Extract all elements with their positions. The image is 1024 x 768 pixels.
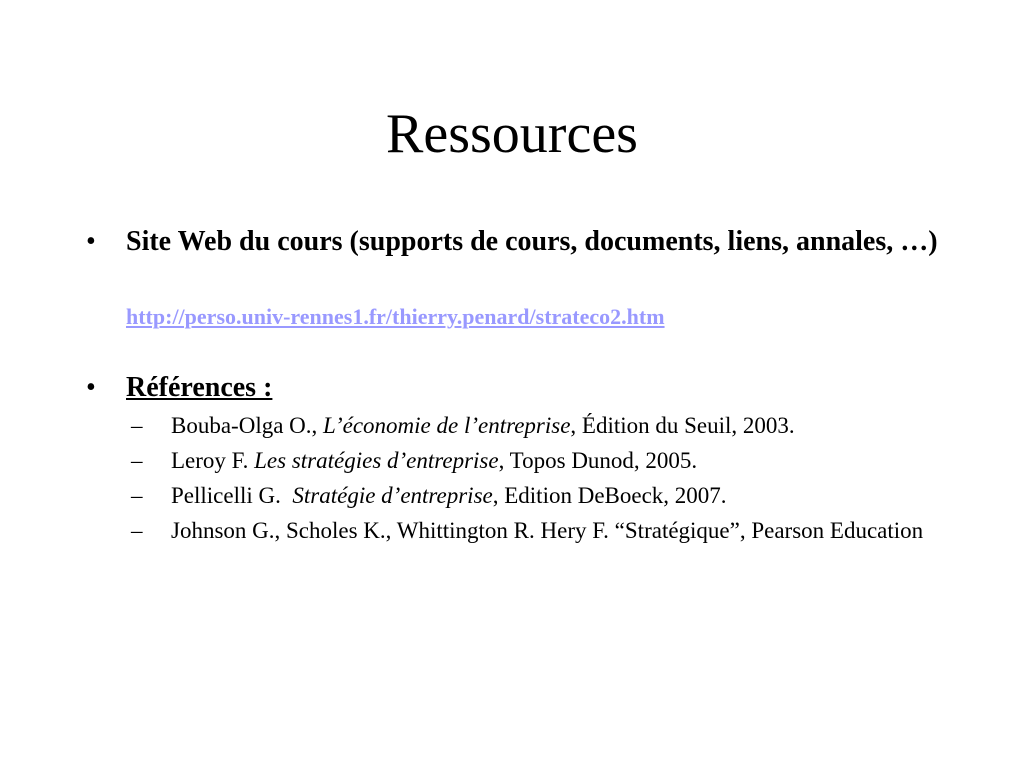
- reference-text: Bouba-Olga O., L’économie de l’entreprise, Édition du Seuil, 2003.: [171, 413, 795, 438]
- reference-text: Johnson G., Scholes K., Whittington R. Hery F. “Stratégique”, Pearson Education: [171, 518, 924, 543]
- dash-icon: –: [131, 518, 143, 543]
- references-heading: Références :: [126, 372, 273, 403]
- dash-icon: –: [131, 483, 143, 508]
- dash-icon: –: [131, 448, 143, 473]
- site-description: Site Web du cours (supports de cours, documents, liens, annales, …): [126, 226, 938, 257]
- reference-text: Pellicelli G. Stratégie d’entreprise, Edition DeBoeck, 2007.: [171, 483, 727, 508]
- dash-icon: –: [131, 413, 143, 438]
- slide-title: Ressources: [386, 103, 638, 165]
- course-site-link[interactable]: http://perso.univ-rennes1.fr/thierry.penard/strateco2.htm: [126, 304, 665, 329]
- bullet-icon: •: [86, 372, 96, 403]
- bullet-icon: •: [86, 226, 96, 257]
- reference-text: Leroy F. Les stratégies d’entreprise, Topos Dunod, 2005.: [171, 448, 698, 473]
